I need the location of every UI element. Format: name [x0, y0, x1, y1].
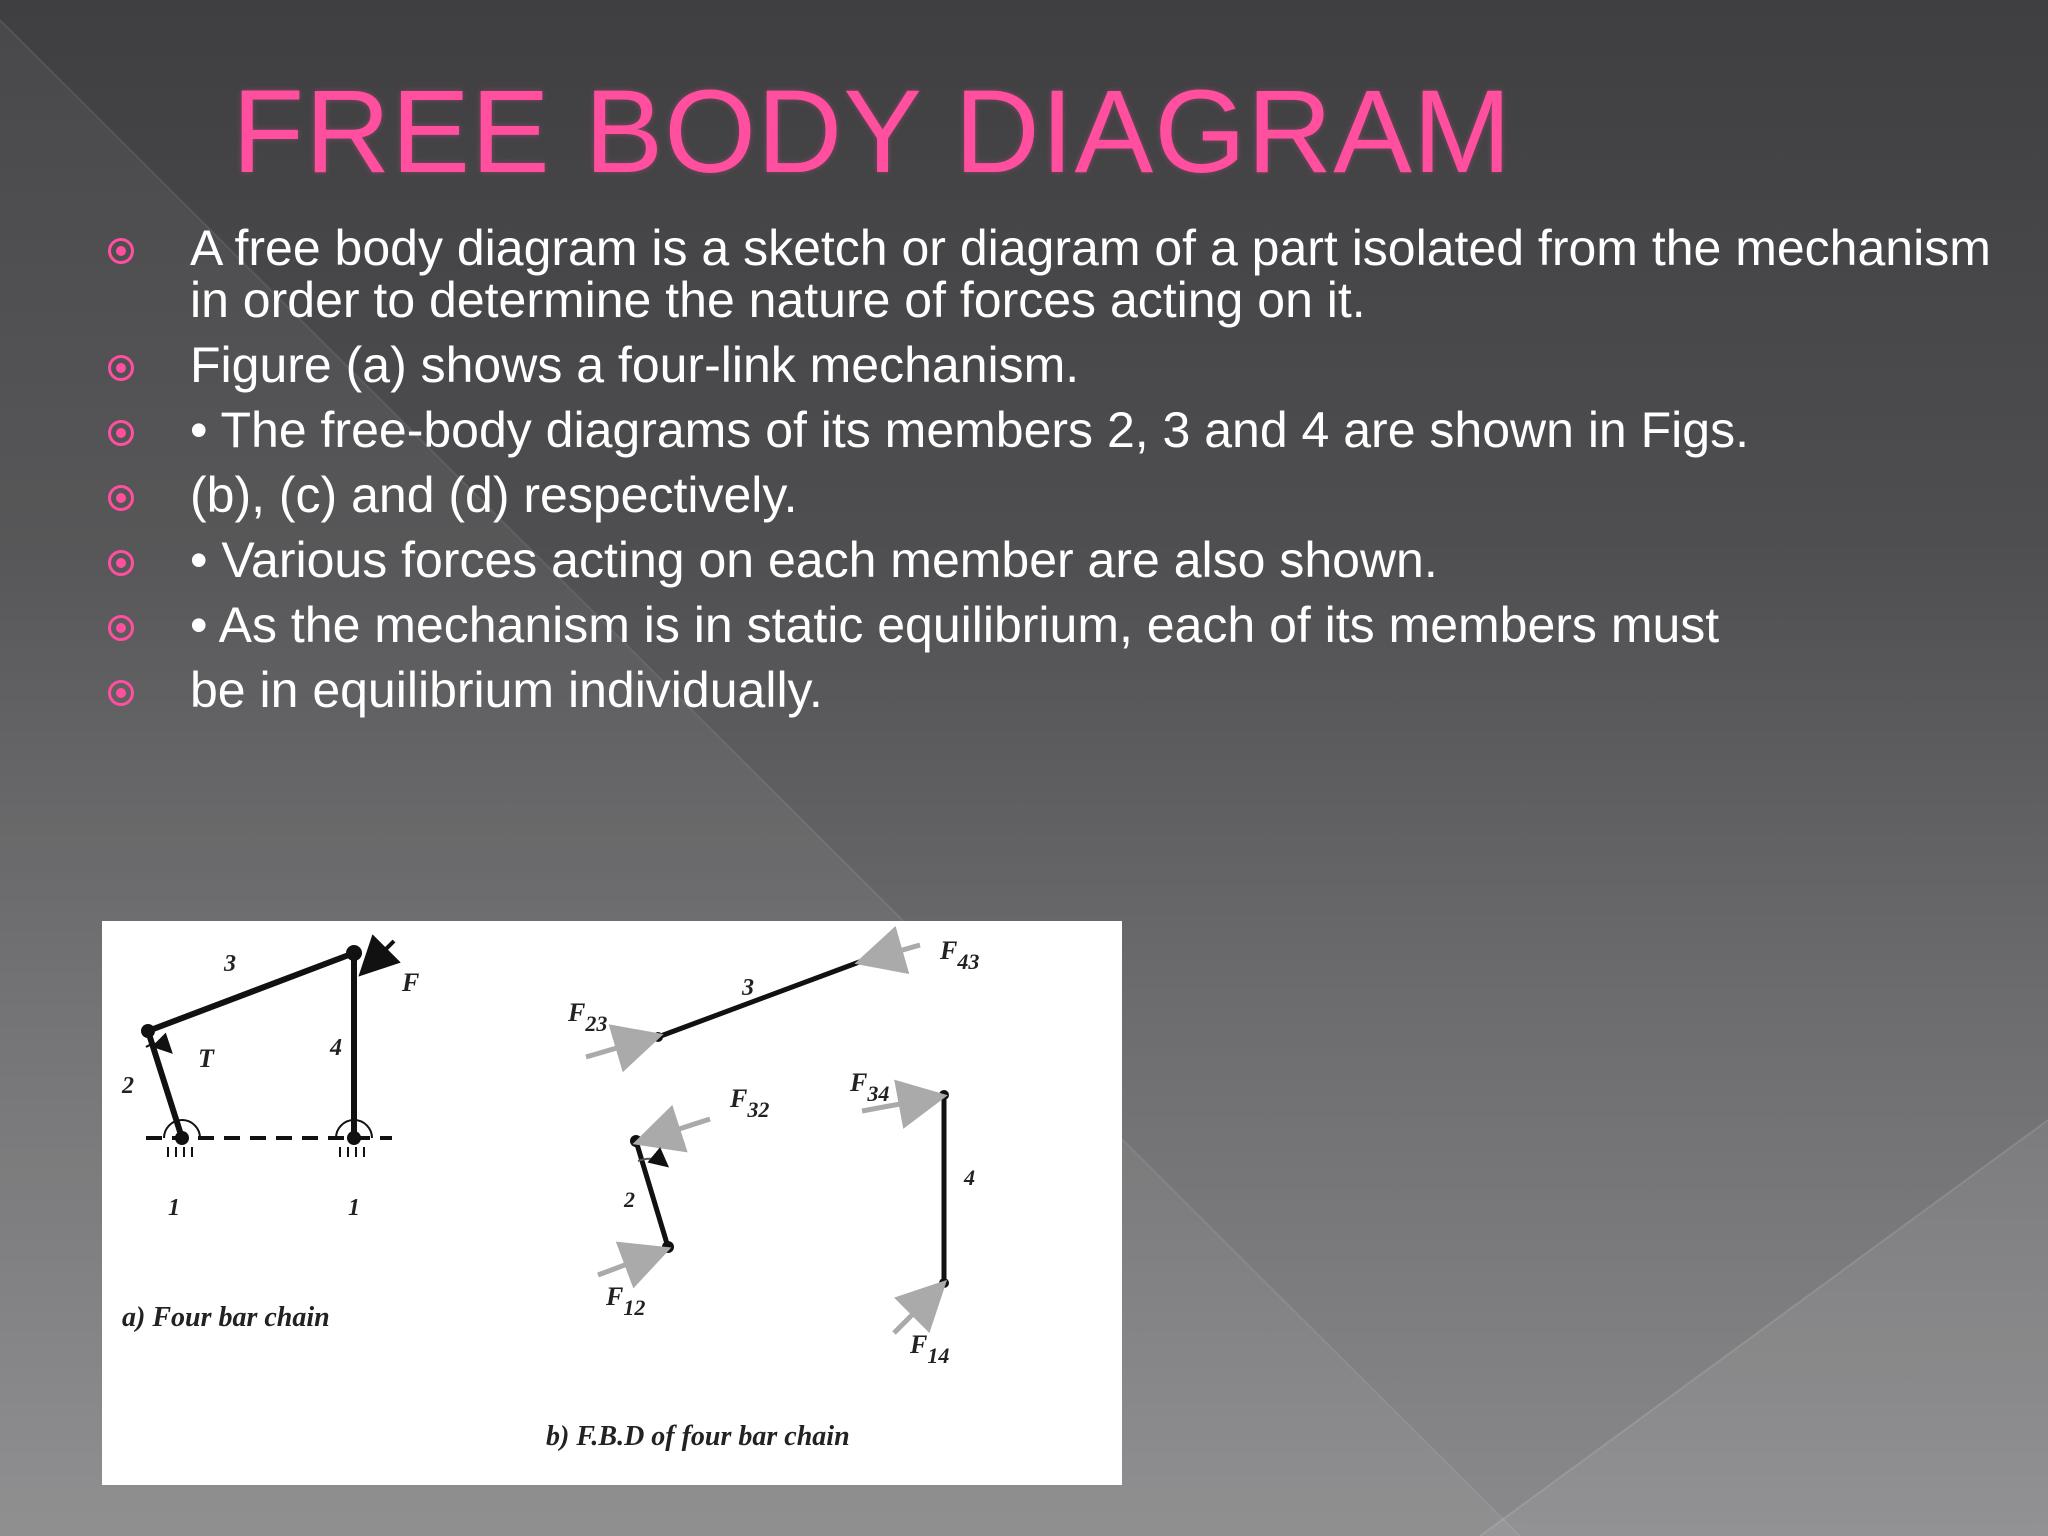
- bullet-item: [100, 404, 2000, 456]
- label-f14: $F_{14}$: [910, 1330, 950, 1368]
- ground-hatch-icon: [340, 1147, 364, 1157]
- bullet-item: [100, 534, 2000, 586]
- bullet-item: [100, 339, 2000, 391]
- bullet-item: [100, 222, 2000, 326]
- joint-icon: [175, 1131, 189, 1145]
- label-torque: T: [198, 1044, 214, 1073]
- label-f34: $F_{34}$: [850, 1068, 890, 1106]
- label-f32: $F_{32}$: [730, 1084, 770, 1122]
- fbd-member-2: [636, 1141, 668, 1247]
- bullet-item: [100, 599, 2000, 651]
- ground-hatch-icon: [168, 1147, 192, 1157]
- force-arrow-f23-icon: [586, 1037, 654, 1057]
- bullet-marker-icon: [108, 355, 134, 381]
- torque-arrow-icon: [146, 1044, 170, 1051]
- joint-icon: [662, 1241, 674, 1253]
- joint-icon: [347, 1131, 361, 1145]
- bullet-marker-icon: [108, 615, 134, 641]
- label-f43: $F_{43}$: [940, 936, 980, 974]
- fbd-member-3: [658, 961, 862, 1037]
- joint-icon: [630, 1135, 642, 1147]
- label-ground-left: 1: [168, 1195, 180, 1221]
- caption-a: a) Four bar chain: [122, 1302, 330, 1333]
- bullet-list: [100, 222, 2000, 729]
- label-fbd-member-3: 3: [742, 975, 754, 1001]
- joint-icon: [939, 1278, 949, 1288]
- bullet-text: • Various forces acting on each member are also shown.: [190, 532, 1438, 588]
- four-bar-chain-diagram: [121, 941, 419, 1333]
- bullet-marker-icon: [108, 485, 134, 511]
- bullet-marker-icon: [108, 550, 134, 576]
- force-arrow-f32-icon: [642, 1119, 710, 1141]
- bullet-marker-icon: [108, 420, 134, 446]
- label-link-2: 2: [122, 1073, 134, 1099]
- force-arrow-f43-icon: [864, 945, 920, 961]
- label-link-3: 3: [224, 951, 236, 977]
- label-fbd-member-4: 4: [964, 1165, 975, 1190]
- bullet-text: (b), (c) and (d) respectively.: [190, 467, 798, 523]
- joint-icon: [141, 1024, 155, 1038]
- bullet-text: • The free-body diagrams of its members 2, 3 and 4 are shown in Figs.: [190, 402, 1749, 458]
- label-ground-right: 1: [348, 1195, 360, 1221]
- bullet-text: • As the mechanism is in static equilibrium, each of its members must: [190, 597, 1720, 653]
- bullet-text: be in equilibrium individually.: [190, 662, 823, 718]
- bullet-text: Figure (a) shows a four-link mechanism.: [190, 337, 1080, 393]
- bullet-text: A free body diagram is a sketch or diagram of a part isolated from the mechanism in order to determine the nature of forces acting on it.: [190, 220, 1991, 328]
- figure-drawing: [102, 921, 1122, 1485]
- force-arrow-f14-icon: [894, 1287, 940, 1333]
- four-bar-chain-figure: [102, 921, 1122, 1485]
- label-f23: $F_{23}$: [568, 998, 608, 1036]
- bullet-marker-icon: [108, 238, 134, 264]
- label-f12: $F_{12}$: [606, 1282, 646, 1320]
- link-3: [148, 953, 354, 1031]
- joint-icon: [939, 1090, 949, 1100]
- applied-force-arrow-icon: [364, 941, 394, 971]
- joint-icon: [653, 1032, 663, 1042]
- slide-title: FREE BODY DIAGRAM: [232, 66, 1513, 198]
- label-link-4: 4: [330, 1035, 342, 1061]
- caption-b: b) F.B.D of four bar chain: [546, 1421, 850, 1452]
- label-force: F: [402, 968, 420, 997]
- force-arrow-f12-icon: [598, 1251, 662, 1275]
- joint-icon: [346, 945, 362, 961]
- free-body-diagrams: [546, 936, 979, 1452]
- bullet-item: [100, 469, 2000, 521]
- label-fbd-member-2: 2: [624, 1187, 635, 1212]
- bullet-item: [100, 664, 2000, 716]
- bullet-marker-icon: [108, 680, 134, 706]
